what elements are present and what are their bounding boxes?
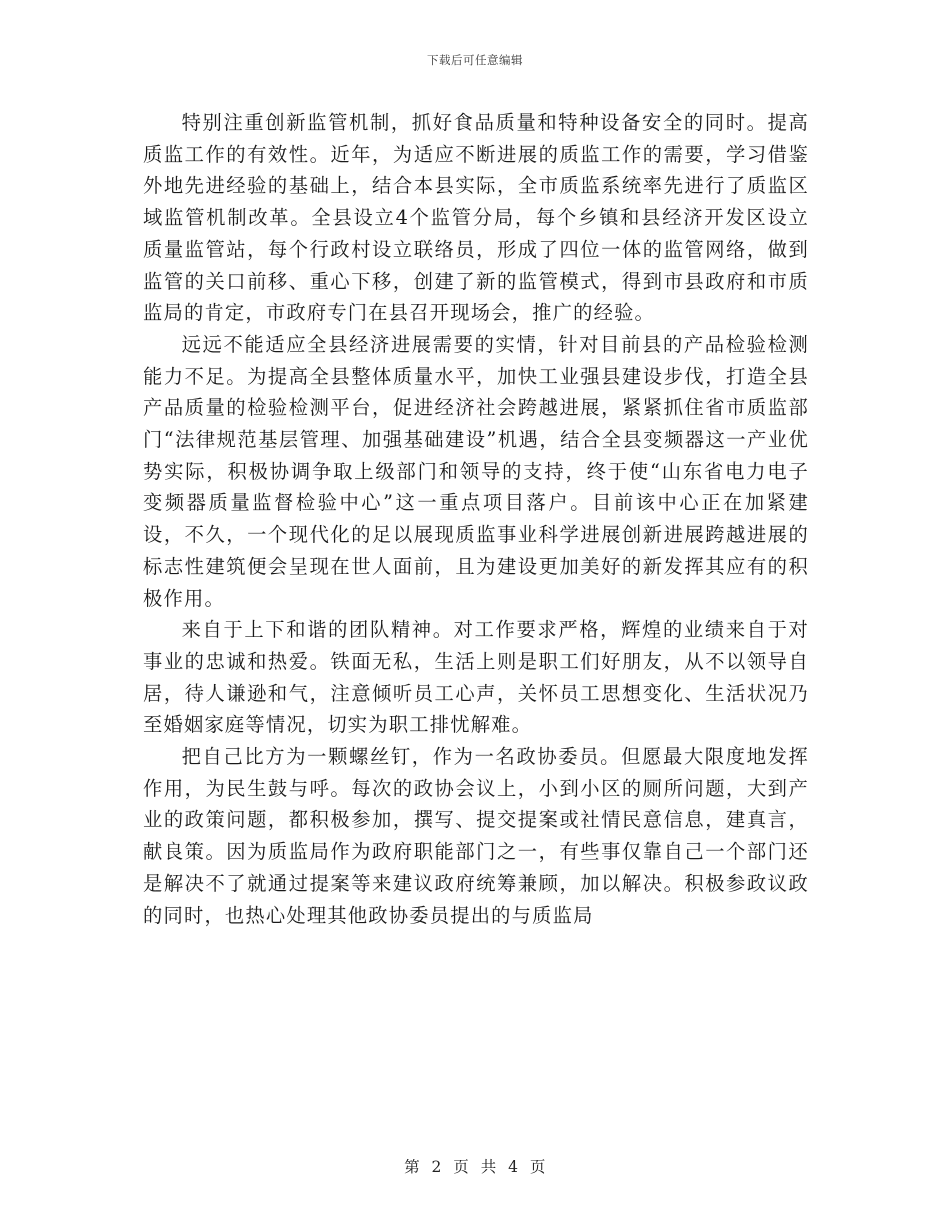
page-header: 下载后可任意编辑 (427, 53, 523, 67)
paragraph: 来自于上下和谐的团队精神。对工作要求严格，辉煌的业绩来自于对事业的忠诚和热爱。铁面无私，生活上则是职工们好朋友，从不以领导自居，待人谦逊和气，注意倾听员工心声，关怀员工思想变化、生活状况乃至婚姻家庭等情况，切实为职工排忧解难。 (143, 618, 809, 737)
document-body (143, 107, 809, 931)
paragraph: 特别注重创新监管机制，抓好食品质量和特种设备安全的同时。提高质监工作的有效性。近年，为适应不断进展的质监工作的需要，学习借鉴外地先进经验的基础上，结合本县实际，全市质监系统率先进行了质监区域监管机制改革。全县设立4个监管分局，每个乡镇和县经济开发区设立质量监管站，每个行政村设立联络员，形成了四位一体的监管网络，做到监管的关口前移、重心下移，创建了新的监管模式，得到市县政府和市质监局的肯定，市政府专门在县召开现场会，推广的经验。 (143, 111, 809, 325)
paragraph: 把自己比方为一颗螺丝钉，作为一名政协委员。但愿最大限度地发挥作用，为民生鼓与呼。每次的政协会议上，小到小区的厕所问题，大到产业的政策问题，都积极参加，撰写、提交提案或社情民意信息，建真言，献良策。因为质监局作为政府职能部门之一，有些事仅靠自己一个部门还是解决不了就通过提案等来建议政府统筹兼顾，加以解决。积极参政议政的同时，也热心处理其他政协委员提出的与质监局 (143, 745, 809, 927)
paragraph: 远远不能适应全县经济进展需要的实情，针对目前县的产品检验检测能力不足。为提高全县整体质量水平，加快工业强县建设步伐，打造全县产品质量的检验检测平台，促进经济社会跨越进展，紧紧抓住省市质监部门“法律规范基层管理、加强基础建设”机遇，结合全县变频器这一产业优势实际，积极协调争取上级部门和领导的支持，终于使“山东省电力电子变频器质量监督检验中心”这一重点项目落户。目前该中心正在加紧建设，不久，一个现代化的足以展现质监事业科学进展创新进展跨越进展的标志性建筑便会呈现在世人面前，且为建设更加美好的新发挥其应有的积极作用。 (143, 332, 809, 610)
page-number-footer: 第 2 页 共 4 页 (404, 1158, 546, 1176)
